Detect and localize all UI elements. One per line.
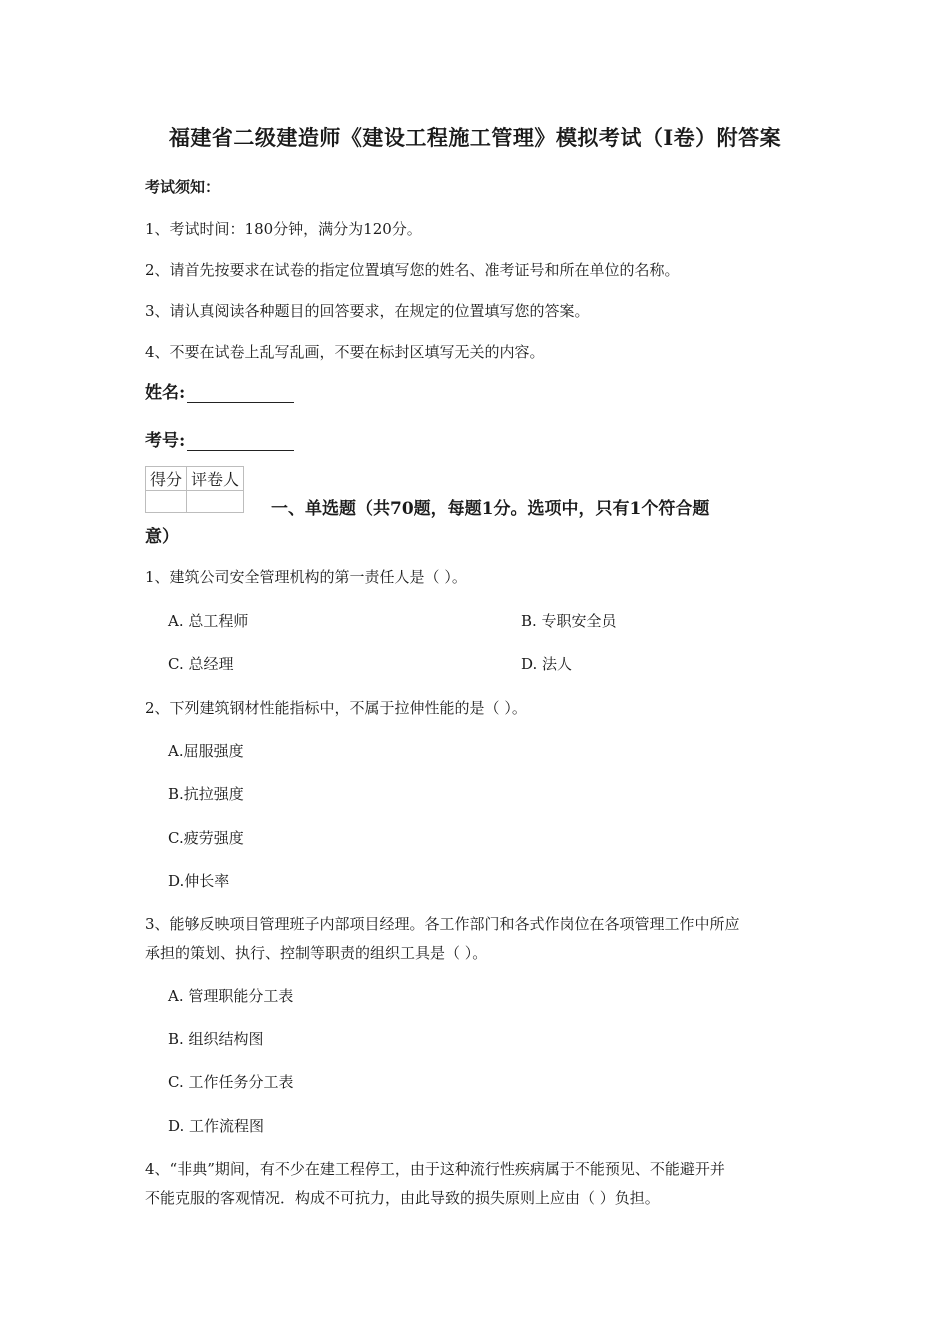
answer-option: B. 组织结构图 [168,1030,264,1048]
page-title: 福建省二级建造师《建设工程施工管理》模拟考试（I卷）附答案 [168,125,782,150]
notice-heading: 考试须知： [145,178,221,196]
question-stem-cont: 承担的策划、执行、控制等职责的组织工具是（ ）。 [145,944,488,962]
question-stem: 3、能够反映项目管理班子内部项目经理。各工作部门和各式作岗位在各项管理工作中所应 [145,915,740,933]
notice-item: 2、请首先按要求在试卷的指定位置填写您的姓名、准考证号和所在单位的名称。 [145,261,680,279]
score-header: 得分 [146,467,187,491]
section-title: 一、单选题（共70题，每题1分。选项中，只有1个符合题 [271,499,710,519]
grader-header: 评卷人 [187,467,244,491]
question-stem: 1、建筑公司安全管理机构的第一责任人是（ ）。 [145,568,467,586]
id-field [145,426,294,451]
question-stem: 4、“非典”期间，有不少在建工程停工，由于这种流行性疾病属于不能预见、不能避开并 [145,1160,725,1178]
score-cell[interactable] [146,491,187,513]
answer-option: D.伸长率 [168,872,230,890]
answer-option: B.抗拉强度 [168,785,244,803]
answer-option: B. 专职安全员 [521,612,617,630]
answer-option: D. 法人 [521,655,573,673]
name-field [145,378,294,403]
score-table [145,466,244,513]
answer-option: C.疲劳强度 [168,829,244,847]
answer-option: D. 工作流程图 [168,1117,265,1135]
name-blank[interactable] [187,384,294,403]
notice-item: 3、请认真阅读各种题目的回答要求，在规定的位置填写您的答案。 [145,302,590,320]
answer-option: C. 工作任务分工表 [168,1073,294,1091]
answer-option: A. 总工程师 [168,612,249,630]
answer-option: C. 总经理 [168,655,234,673]
name-label: 姓名: [145,383,186,403]
id-blank[interactable] [187,432,294,451]
question-stem: 2、下列建筑钢材性能指标中，不属于拉伸性能的是（ ）。 [145,699,527,717]
id-label: 考号: [145,431,186,451]
question-stem-cont: 不能克服的客观情况．构成不可抗力，由此导致的损失原则上应由（ ）负担。 [145,1189,660,1207]
section-title-cont: 意） [145,527,179,547]
notice-item: 4、不要在试卷上乱写乱画，不要在标封区填写无关的内容。 [145,343,545,361]
grader-cell[interactable] [187,491,244,513]
answer-option: A. 管理职能分工表 [168,987,294,1005]
notice-item: 1、考试时间：180分钟，满分为120分。 [145,220,422,238]
answer-option: A.屈服强度 [168,742,244,760]
